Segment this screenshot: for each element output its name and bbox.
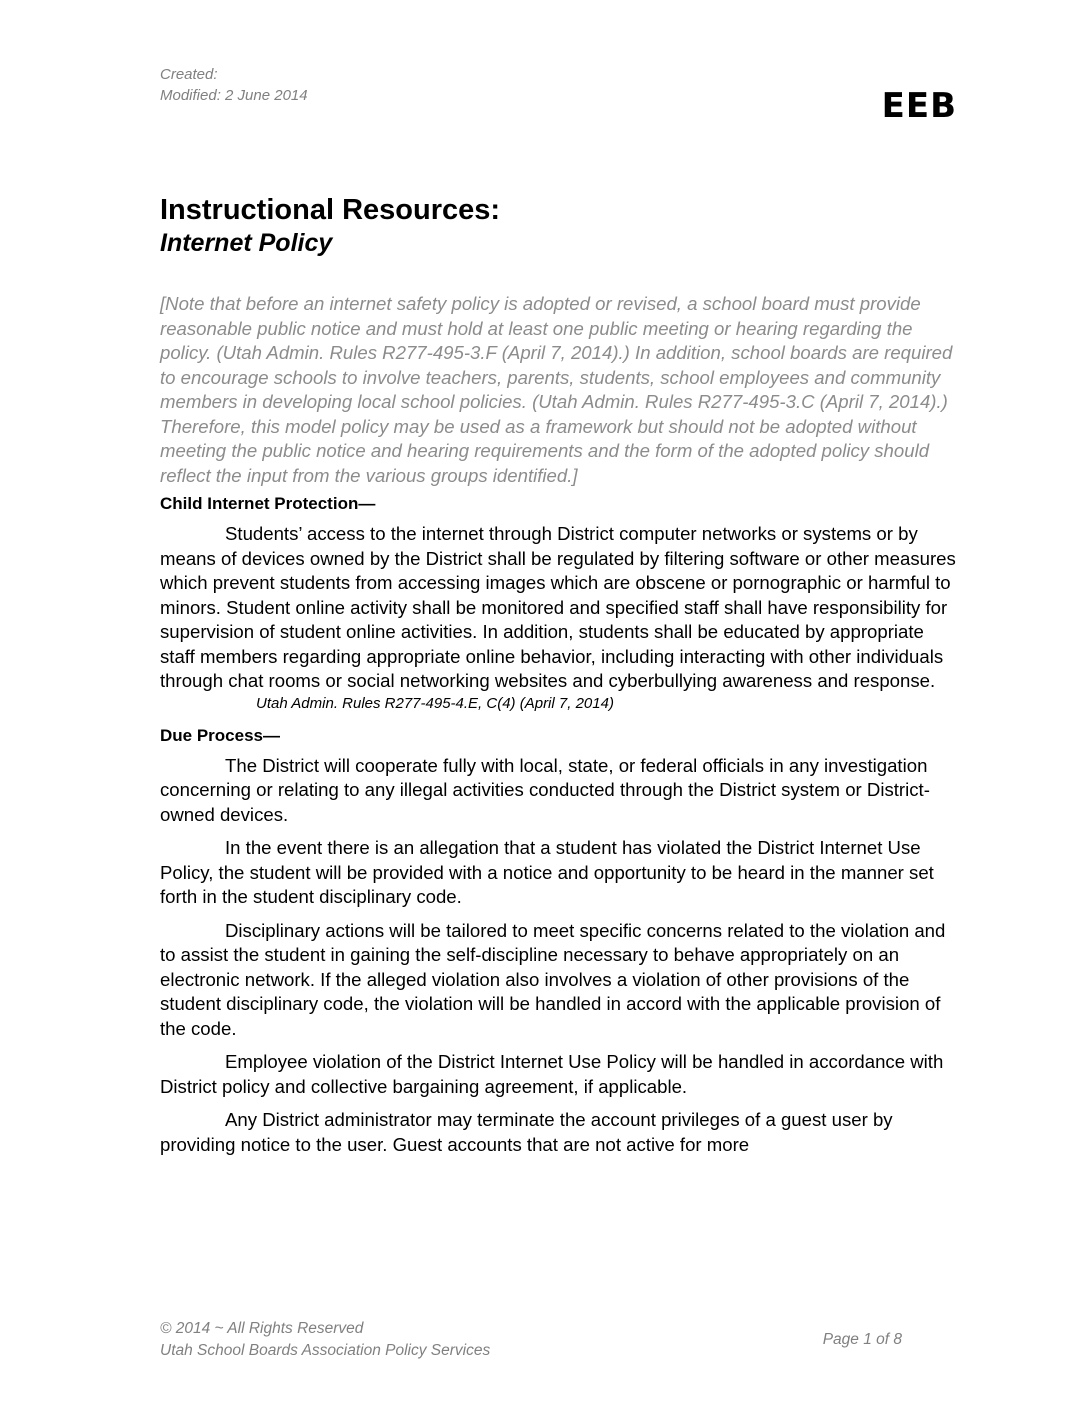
editorial-note: [Note that before an internet safety policy is adopted or revised, a school board must provide reasonable public notice and must hold at least one public meeting or hearing regarding the policy. (Utah Admin. Rules R277-495-3.F (April 7, 2014).) In addition, school boards are required to encourage schools to involve teachers, parents, students, school employees and community members in developing local school policies. (Utah Admin. Rules R277-495-3.C (April 7, 2014).) Therefore, this model policy may be used as a framework but should not be adopted without meeting the public notice and hearing requirements and the form of the adopted policy should reflect the input from the various groups identified.] xyxy=(160,293,953,486)
document-meta xyxy=(160,64,308,106)
body-paragraph: Students’ access to the internet through District computer networks or systems or by means of devices owned by the District shall be regulated by filtering software or other measures which prevent students from accessing images which are obscene or pornographic or harmful to minors. Student online activity shall be monitored and specified staff shall have responsibility for supervision of student online activities. In addition, students shall be educated by appropriate staff members regarding appropriate online behavior, including interacting with other individuals through chat rooms or social networking websites and cyberbullying awareness and response. xyxy=(160,523,956,691)
body-paragraph: Employee violation of the District Internet Use Policy will be handled in accordance with District policy and collective bargaining agreement, if applicable. xyxy=(160,1051,944,1097)
section-heading-child-internet-protection: Child Internet Protection— xyxy=(160,494,376,513)
document-subtitle: Internet Policy xyxy=(160,229,333,257)
body-paragraph: Disciplinary actions will be tailored to meet specific concerns related to the violation and to assist the student in gaining the self-discipline necessary to behave appropriately on an electronic network. If the alleged violation also involves a violation of other provisions of the student disciplinary code, the violation will be handled in accord with the applicable provision of the code. xyxy=(160,919,946,1039)
created-label: Created: xyxy=(160,66,218,83)
modified-label: Modified: 2 June 2014 xyxy=(160,87,308,104)
copyright-notice: © 2014 ~ All Rights Reserved xyxy=(160,1320,364,1337)
page-footer xyxy=(160,1318,490,1362)
document-title: Instructional Resources: xyxy=(160,194,501,226)
legal-citation: Utah Admin. Rules R277-495-4.E, C(4) (April 7, 2014) xyxy=(256,694,614,712)
body-paragraph: The District will cooperate fully with local, state, or federal officials in any investigation concerning or relating to any illegal activities conducted through the District system or District-owned devices. xyxy=(160,754,930,825)
document-body xyxy=(160,292,960,1157)
title-block xyxy=(160,193,500,259)
policy-code: EEB xyxy=(881,86,957,126)
organization-name: Utah School Boards Association Policy Services xyxy=(160,1342,491,1359)
body-paragraph: Any District administrator may terminate the account privileges of a guest user by providing notice to the user. Guest accounts that are not active for more xyxy=(160,1109,893,1155)
page-number: Page 1 of 8 xyxy=(822,1331,902,1348)
body-paragraph: In the event there is an allegation that a student has violated the District Internet Use Policy, the student will be provided with a notice and opportunity to be heard in the manner set forth in the student disciplinary code. xyxy=(160,837,934,907)
section-heading-due-process: Due Process— xyxy=(160,725,280,745)
